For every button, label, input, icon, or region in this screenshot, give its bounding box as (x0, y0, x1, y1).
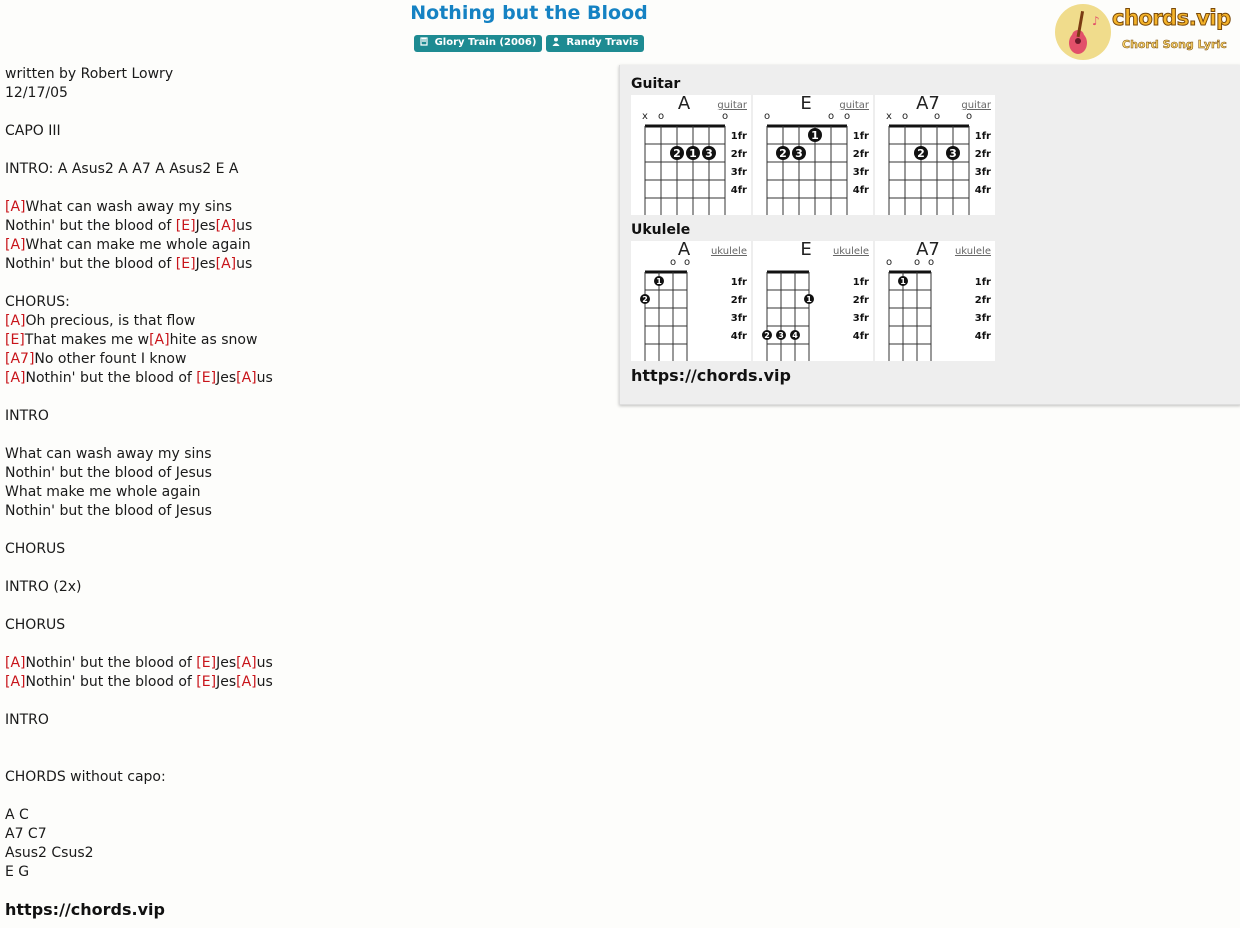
chord-marker[interactable]: [E] (196, 370, 217, 386)
lyric-line (5, 768, 605, 787)
lyric-line (5, 350, 605, 369)
lyric-line (5, 445, 605, 464)
chord-marker[interactable]: [A7] (5, 351, 35, 367)
lyric-line (5, 540, 605, 559)
chord-marker[interactable]: [A] (5, 237, 26, 253)
ukulele-chord-diagram[interactable] (631, 241, 751, 361)
chord-marker[interactable]: [E] (196, 674, 217, 690)
finger-dot (790, 330, 800, 340)
lyric-text: That makes me w (24, 332, 150, 348)
lyric-line (5, 863, 605, 882)
finger-dot (640, 294, 650, 304)
muted-string-marker: x (642, 111, 648, 122)
fret-label: 4fr (730, 331, 747, 342)
ukulele-logo-icon (1054, 3, 1114, 63)
lyric-text: What can wash away my sins (25, 199, 233, 215)
lyric-text: us (256, 370, 273, 386)
fret-label: 4fr (730, 185, 747, 196)
open-string-marker: o (669, 257, 677, 268)
lyric-text: Asus2 Csus2 (5, 845, 94, 861)
lyric-line (5, 84, 605, 103)
lyric-text: Jes (195, 218, 216, 234)
svg-text:3: 3 (778, 331, 784, 340)
lyric-text: Nothin' but the blood of (5, 256, 176, 272)
chord-marker[interactable]: [E] (196, 655, 217, 671)
lyric-text: us (236, 218, 253, 234)
lyric-line (5, 312, 605, 331)
lyric-line (5, 217, 605, 236)
guitar-heading: Guitar (631, 76, 681, 92)
fret-label: 2fr (974, 149, 991, 160)
lyric-text: hite as snow (169, 332, 258, 348)
finger-dot (808, 128, 822, 142)
fret-label: 3fr (852, 313, 869, 324)
lyric-line (5, 483, 605, 502)
fret-label: 2fr (730, 295, 747, 306)
lyric-text: E G (5, 864, 30, 880)
fret-label: 4fr (974, 331, 991, 342)
lyric-text: us (256, 674, 273, 690)
open-string-marker: o (827, 111, 835, 122)
chord-marker[interactable]: [A] (5, 674, 26, 690)
chord-panel (619, 65, 1240, 405)
chord-marker[interactable]: [A] (5, 655, 26, 671)
lyric-line (5, 730, 605, 749)
lyric-line (5, 749, 605, 768)
finger-dot (914, 146, 928, 160)
lyric-line (5, 597, 605, 616)
svg-text:2: 2 (673, 147, 681, 160)
svg-text:1: 1 (689, 147, 697, 160)
lyric-text: A C (5, 807, 29, 823)
fret-label: 2fr (852, 149, 869, 160)
lyric-line (5, 844, 605, 863)
chord-marker[interactable]: [E] (175, 256, 196, 272)
ukulele-link[interactable]: ukulele (832, 246, 869, 257)
fret-label: 1fr (852, 277, 869, 288)
finger-dot (702, 146, 716, 160)
open-string-marker: o (933, 111, 941, 122)
lyric-line (5, 369, 605, 388)
svg-text:2: 2 (642, 295, 648, 304)
lyric-text: INTRO: A Asus2 A A7 A Asus2 E A (5, 161, 239, 177)
guitar-link[interactable]: guitar (961, 100, 991, 111)
chord-name: E (800, 239, 812, 260)
svg-text:2: 2 (779, 147, 787, 160)
lyric-line (5, 806, 605, 825)
album-badge[interactable] (414, 35, 543, 52)
fret-label: 2fr (730, 149, 747, 160)
lyric-line (5, 293, 605, 312)
lyric-line (5, 407, 605, 426)
chord-marker[interactable]: [A] (5, 199, 26, 215)
lyric-text: What can make me whole again (25, 237, 251, 253)
lyric-text: CHORDS without capo: (5, 769, 166, 785)
lyric-text: Jes (216, 370, 237, 386)
lyric-text: INTRO (5, 408, 49, 424)
fret-label: 3fr (974, 313, 991, 324)
lyric-line (5, 236, 605, 255)
lyric-line (5, 787, 605, 806)
finger-dot (804, 294, 814, 304)
panel-url[interactable]: https://chords.vip (631, 366, 791, 385)
finger-dot (776, 146, 790, 160)
svg-text:2: 2 (917, 147, 925, 160)
finger-dot (946, 146, 960, 160)
open-string-marker: o (721, 111, 729, 122)
song-badges (0, 35, 1058, 52)
lyric-text: us (236, 256, 253, 272)
lyric-text: Nothin' but the blood of (5, 218, 176, 234)
lyric-line (5, 673, 605, 692)
fret-label: 1fr (730, 277, 747, 288)
chord-name: A (677, 239, 691, 260)
lyric-text: No other fount I know (34, 351, 187, 367)
svg-text:3: 3 (705, 147, 713, 160)
finger-dot (792, 146, 806, 160)
open-string-marker: o (885, 257, 893, 268)
lyric-line (5, 388, 605, 407)
lyric-text: Nothin' but the blood of (25, 674, 197, 690)
lyric-text: Nothin' but the blood of Jesus (5, 503, 212, 519)
guitar-chord-diagram[interactable] (753, 95, 873, 215)
lyric-line (5, 825, 605, 844)
logo-tagline: Chord Song Lyric (1122, 38, 1227, 51)
svg-text:1: 1 (806, 295, 812, 304)
chord-marker[interactable]: [A] (236, 674, 257, 690)
lyric-line (5, 103, 605, 122)
fret-label: 4fr (852, 185, 869, 196)
chord-marker[interactable]: [A] (5, 370, 26, 386)
svg-text:♪: ♪ (1092, 14, 1100, 28)
chord-marker[interactable]: [A] (215, 218, 237, 234)
finger-dot (670, 146, 684, 160)
lyric-line (5, 141, 605, 160)
lyric-text: CAPO III (5, 123, 61, 139)
ukulele-chord-diagram[interactable] (875, 241, 995, 361)
fret-label: 3fr (730, 167, 747, 178)
svg-text:1: 1 (811, 129, 819, 142)
lyric-text: written by Robert Lowry (5, 66, 174, 82)
footer-url[interactable]: https://chords.vip (5, 900, 165, 919)
lyric-line (5, 711, 605, 730)
open-string-marker: o (683, 257, 691, 268)
fret-label: 1fr (730, 131, 747, 142)
lyric-line (5, 692, 605, 711)
lyric-line (5, 426, 605, 445)
finger-dot (898, 276, 908, 286)
lyric-line (5, 578, 605, 597)
lyric-text: Jes (216, 674, 237, 690)
lyric-line (5, 331, 605, 350)
svg-text:3: 3 (795, 147, 803, 160)
lyric-line (5, 160, 605, 179)
lyric-text: Nothin' but the blood of Jesus (5, 465, 212, 481)
svg-text:4: 4 (792, 331, 798, 340)
lyric-text: Nothin' but the blood of (25, 655, 197, 671)
guitar-chord-diagram[interactable] (875, 95, 995, 215)
lyric-line (5, 122, 605, 141)
lyric-text: CHORUS (5, 541, 66, 557)
fret-label: 4fr (974, 185, 991, 196)
chord-name: E (800, 93, 812, 114)
lyric-line (5, 502, 605, 521)
ukulele-chord-diagram[interactable] (753, 241, 873, 361)
finger-dot (762, 330, 772, 340)
open-string-marker: o (843, 111, 851, 122)
artist-badge[interactable] (546, 35, 644, 52)
svg-text:3: 3 (949, 147, 957, 160)
book-icon (420, 37, 429, 46)
fret-label: 2fr (852, 295, 869, 306)
lyric-line (5, 65, 605, 84)
lyric-line (5, 521, 605, 540)
lyric-line (5, 616, 605, 635)
guitar-link[interactable]: guitar (839, 100, 869, 111)
chord-marker[interactable]: [A] (5, 313, 26, 329)
fret-label: 1fr (974, 277, 991, 288)
fret-label: 2fr (974, 295, 991, 306)
lyric-line (5, 198, 605, 217)
chord-marker[interactable]: [A] (236, 370, 257, 386)
finger-dot (686, 146, 700, 160)
ukulele-link[interactable]: ukulele (954, 246, 991, 257)
lyric-line (5, 559, 605, 578)
finger-dot (654, 276, 664, 286)
chord-name: A (677, 93, 691, 114)
lyric-text: CHORUS: (5, 294, 70, 310)
fret-label: 3fr (974, 167, 991, 178)
fret-label: 3fr (730, 313, 747, 324)
chord-marker[interactable]: [E] (175, 218, 196, 234)
artist-badge-label: Randy Travis (566, 37, 639, 48)
lyric-text: Nothin' but the blood of (25, 370, 197, 386)
ukulele-link[interactable]: ukulele (710, 246, 747, 257)
chord-name: A7 (916, 93, 940, 114)
open-string-marker: o (913, 257, 921, 268)
lyric-text: 12/17/05 (5, 85, 68, 101)
album-badge-label: Glory Train (2006) (434, 37, 537, 48)
finger-dot (776, 330, 786, 340)
chord-name: A7 (916, 239, 940, 260)
logo-wordmark: chords.vip (1112, 6, 1231, 30)
lyric-text: What make me whole again (5, 484, 201, 500)
site-logo[interactable] (1054, 3, 1234, 63)
svg-text:2: 2 (764, 331, 770, 340)
open-string-marker: o (927, 257, 935, 268)
lyric-text: Jes (216, 655, 237, 671)
song-title: Nothing but the Blood (410, 2, 648, 24)
lyric-text: Jes (195, 256, 216, 272)
user-icon (552, 37, 560, 46)
lyric-line (5, 255, 605, 274)
lyric-line (5, 654, 605, 673)
open-string-marker: o (965, 111, 973, 122)
lyric-text: INTRO (5, 712, 49, 728)
lyric-text: Oh precious, is that flow (25, 313, 196, 329)
lyric-text: us (256, 655, 273, 671)
lyric-text: A7 C7 (5, 826, 47, 842)
chord-marker[interactable]: [A] (215, 256, 237, 272)
lyric-text: CHORUS (5, 617, 66, 633)
svg-text:1: 1 (656, 277, 662, 286)
lyrics-body (5, 65, 605, 882)
lyric-text: INTRO (2x) (5, 579, 82, 595)
lyric-line (5, 464, 605, 483)
open-string-marker: o (901, 111, 909, 122)
ukulele-heading: Ukulele (631, 222, 691, 238)
guitar-chord-diagram[interactable] (631, 95, 751, 215)
svg-text:1: 1 (900, 277, 906, 286)
fret-label: 1fr (852, 131, 869, 142)
guitar-link[interactable]: guitar (717, 100, 747, 111)
fret-label: 3fr (852, 167, 869, 178)
chord-marker[interactable]: [A] (149, 332, 170, 348)
fret-label: 1fr (974, 131, 991, 142)
chord-marker[interactable]: [A] (236, 655, 257, 671)
lyric-line (5, 179, 605, 198)
chord-marker[interactable]: [E] (5, 332, 25, 348)
fret-label: 4fr (852, 331, 869, 342)
lyric-line (5, 274, 605, 293)
lyric-line (5, 635, 605, 654)
open-string-marker: o (763, 111, 771, 122)
open-string-marker: o (657, 111, 665, 122)
lyric-text: What can wash away my sins (5, 446, 212, 462)
muted-string-marker: x (886, 111, 892, 122)
